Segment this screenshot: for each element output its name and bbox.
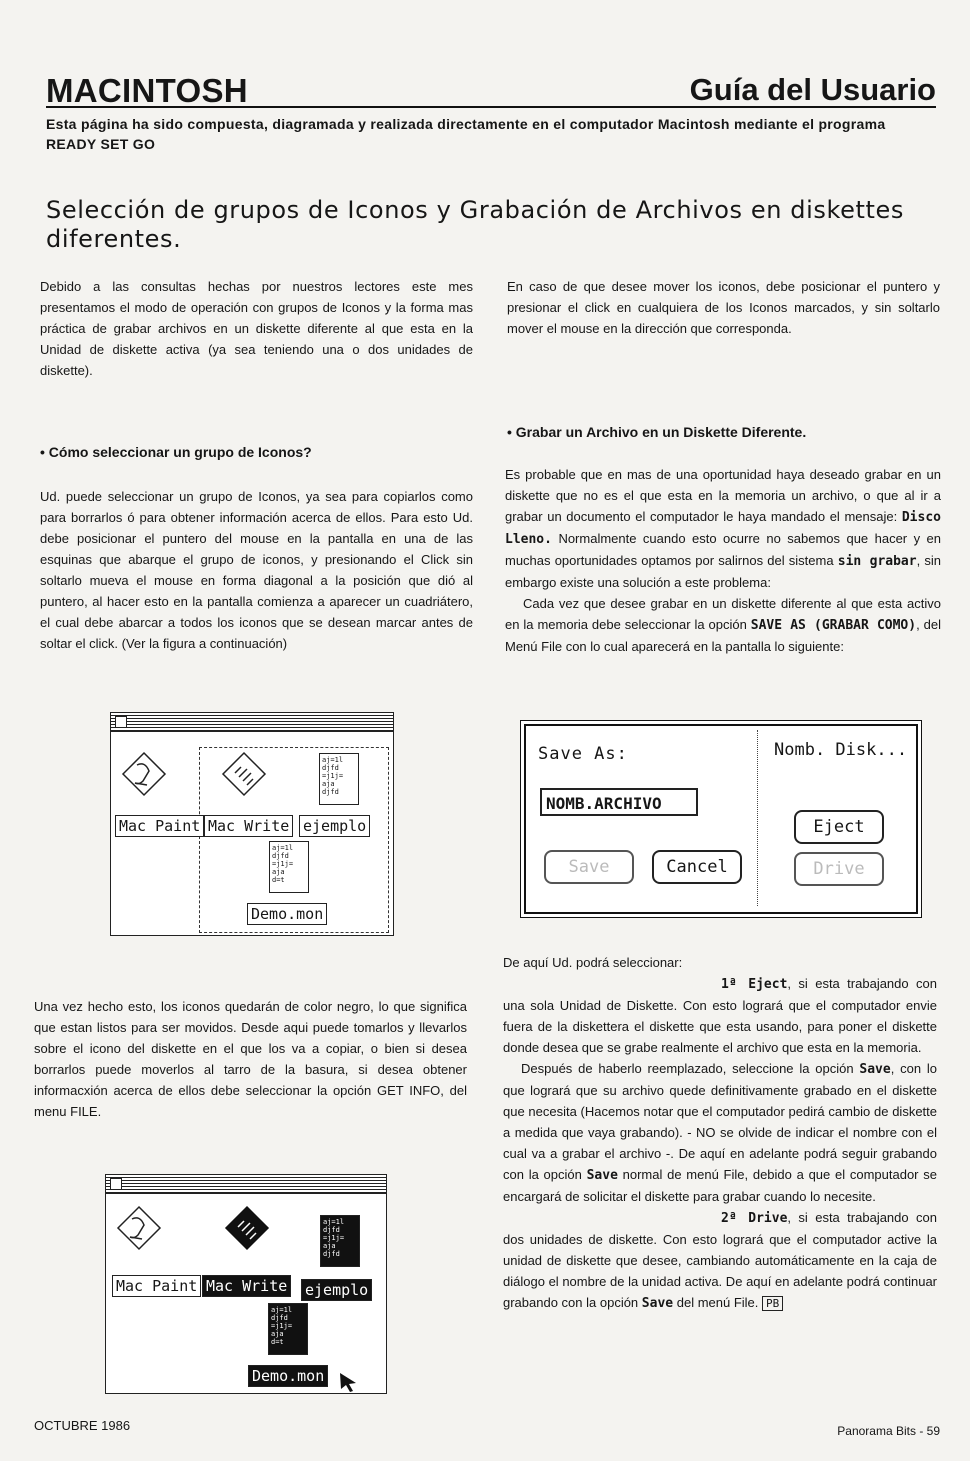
selected-icons-paragraph: Una vez hecho esto, los iconos quedarán de color negro, lo que significa que estan listos para ser movidos. Desde aqui puede tomarlos y llevarlos sobre el icono del diskette en el que los va a copiar, o bien si desea borrarlos puede moverlos al tarro de la basura, si desea obtener informacxión acerca de ellos debe seleccionar la opción GET INFO, del menu FILE.	[34, 999, 467, 1119]
select-icons-paragraph: Ud. puede seleccionar un grupo de Iconos, ya sea para copiarlos como para borrarlos ó para obtener información acerca de ellos. Para esto Ud. debe posicionar el puntero del mouse en la pantalla en una de las esquinas que abarque el grupo de iconos, y presionando el Click sin soltarlo mueva el mouse en forma diagonal a la posición que dió al puntero, al hacer esto en la pantalla comienza a aparecer un cuadriátero, el cual debe abarcar a todos los iconos que se desean marcar antes de soltar el click. (Ver la figura a continuación)	[40, 489, 473, 651]
filename-field[interactable]: NOMB.ARCHIVO	[540, 788, 698, 816]
options-intro: De aquí Ud. podrá seleccionar:	[503, 955, 683, 970]
production-note: Esta página ha sido compuesta, diagramada y realizada directamente en el computador Macintosh mediante el programa READY SET GO	[46, 116, 886, 152]
save-as-label: Save As:	[538, 744, 628, 764]
section-subtitle: Guía del Usuario	[689, 72, 936, 107]
left-body	[40, 486, 473, 654]
right-body-2	[503, 952, 937, 1314]
icon-label-ejemplo: ejemplo	[299, 815, 370, 837]
icon-label-macwrite-selected: Mac Write	[202, 1275, 291, 1297]
footer-page: Panorama Bits - 59	[837, 1424, 940, 1438]
document-icon: aj=1l djfd =j1j= aja d=t	[269, 841, 309, 893]
icon-label-ejemplo-selected: ejemplo	[301, 1279, 372, 1301]
drive-paragraph: 2ª Drive, si esta trabajando con dos unidades de diskette. Con esto logrará que el computador active la unidad de diskette que desee, cambiando automáticamente en la caja de diálogo el nombre de la unidad activa. De aquí en adelante podrá continuar grabando con la opción Save del menú File. PB	[503, 1210, 937, 1311]
header-rule	[46, 106, 936, 108]
icon-label-macwrite: Mac Write	[204, 815, 293, 837]
end-mark: PB	[762, 1296, 783, 1311]
save-as-paragraph: Cada vez que desee grabar en un diskette diferente al que esta activo en la memoria debe seleccionar la opción SAVE AS (GRABAR COMO), del Menú File con lo cual aparecerá en la pantalla lo siguiente:	[505, 596, 941, 654]
window-title-bar	[106, 1175, 386, 1194]
finder-window-selected	[105, 1174, 387, 1394]
after-replace-paragraph: Después de haberlo reemplazado, seleccione la opción Save, con lo que logrará que su archivo quede definitivamente grabado en el diskette que necesita (Hacemos notar que el computador pedirá cambio de diskette a medida que vaya grabando). - NO se olvide de indicar el nombre con el cual va a grabar el archivo -. De aquí en adelante podrá seguir grabando con la opción Save normal de menú File, debido a que el computador se encargará de solicitar el diskette para grabar cuando lo necesite.	[503, 1061, 937, 1204]
document-icon: aj=1l djfd =j1j= aja djfd	[319, 753, 359, 805]
cancel-button[interactable]: Cancel	[652, 850, 742, 884]
macpaint-icon	[116, 1205, 162, 1251]
finder-window-selection	[110, 712, 394, 936]
window-title-bar	[111, 713, 393, 732]
arrow-pointer-icon	[338, 1371, 360, 1393]
macwrite-icon-selected	[224, 1205, 270, 1251]
heading-select-icons: • Cómo seleccionar un grupo de Iconos?	[40, 444, 312, 460]
eject-button[interactable]: Eject	[794, 810, 884, 844]
icon-label-demo-selected: Demo.mon	[248, 1365, 328, 1387]
drive-button[interactable]: Drive	[794, 852, 884, 886]
heading-save-diskette: • Grabar un Archivo en un Diskette Diferente.	[507, 424, 807, 440]
left-intro	[40, 276, 473, 381]
left-body-2	[34, 996, 467, 1122]
icon-label-macpaint: Mac Paint	[112, 1275, 201, 1297]
right-body	[505, 464, 941, 657]
icon-label-demo: Demo.mon	[247, 903, 327, 925]
macpaint-icon	[121, 751, 167, 797]
disk-name-label: Nomb. Disk...	[774, 740, 908, 760]
footer-date: OCTUBRE 1986	[34, 1418, 131, 1433]
document-icon-selected: aj=1l djfd =j1j= aja djfd	[320, 1215, 360, 1267]
macwrite-icon	[221, 751, 267, 797]
dialog-divider	[757, 730, 758, 906]
article-title: Selección de grupos de Iconos y Grabación de Archivos en diskettes diferentes.	[46, 196, 904, 253]
save-button[interactable]: Save	[544, 850, 634, 884]
close-box-icon	[110, 1178, 122, 1190]
save-problem-paragraph: Es probable que en mas de una oportunidad haya deseado grabar en un diskette que no es el que esta en la memoria un archivo, o que al ir a grabar un documento el computador le haya mandado el mensaje: Disco Lleno. Normalmente cuando esto ocurre no sabemos que hacer y en muchas oportunidades optamos por salirnos del sistema sin grabar, sin embargo existe una solución a este problema:	[505, 467, 941, 590]
document-icon-selected: aj=1l djfd =j1j= aja d=t	[268, 1303, 308, 1355]
magazine-section-title: MACINTOSH	[46, 72, 248, 109]
close-box-icon	[115, 716, 127, 728]
right-intro	[507, 276, 940, 339]
eject-paragraph: 1ª Eject, si esta trabajando con una sola Unidad de Diskette. Con esto logrará que el computador envie fuera de la diskettera el diskette que esta usando, para poner el diskette donde desea que se grabe realmente el archivo que esta en la memoria.	[503, 976, 937, 1055]
move-icons-paragraph: En caso de que desee mover los iconos, debe posicionar el puntero y presionar el click en cualquiera de los Iconos marcados, y sin soltarlo mover el mouse en la dirección que corresponda.	[507, 279, 940, 336]
save-as-dialog	[524, 724, 918, 914]
intro-paragraph: Debido a las consultas hechas por nuestros lectores este mes presentamos el modo de operación con grupos de Iconos y la forma mas práctica de grabar archivos en un diskette diferente al que esta en la Unidad de diskette activa (ya sea teniendo una o dos unidades de diskette).	[40, 279, 473, 378]
icon-label-macpaint: Mac Paint	[115, 815, 204, 837]
